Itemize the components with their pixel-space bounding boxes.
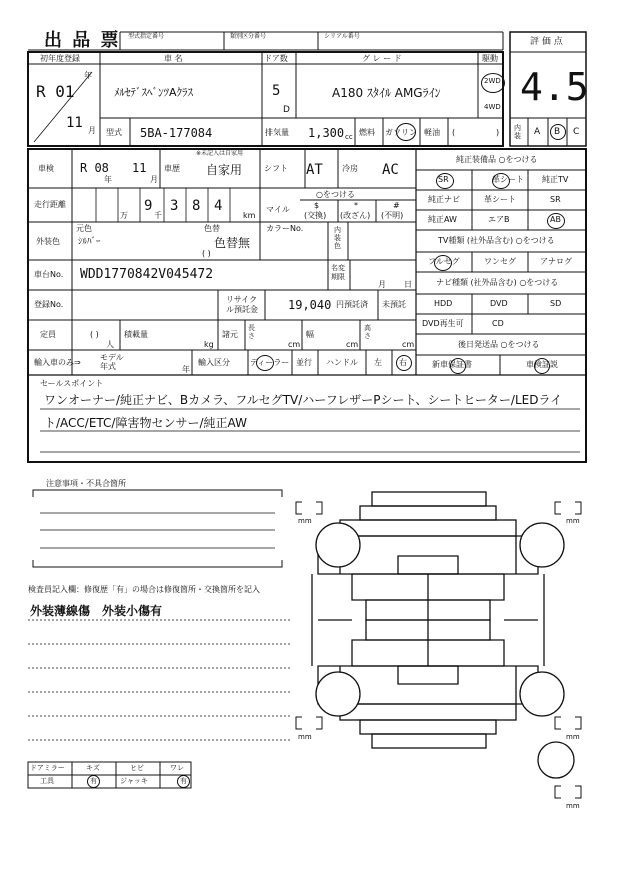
mm-front-right: mm: [566, 517, 580, 525]
item-break: ワレ: [170, 764, 184, 772]
equip-sunroof: SR: [438, 175, 449, 184]
shaken-year-unit: 年: [104, 175, 112, 184]
category-number-label: 類別区分番号: [230, 33, 267, 40]
first-reg-label: 初年度登録: [40, 54, 80, 63]
mm-spare: mm: [566, 802, 580, 810]
drive-label: 駆動: [482, 54, 498, 63]
usage-value: 自家用: [206, 163, 243, 177]
mile-label: マイル: [266, 205, 290, 214]
later-warranty: 新車保証書: [432, 360, 472, 369]
item-crack: ヒビ: [130, 764, 144, 772]
usage-label: 車歴: [164, 164, 180, 173]
sales-line-2: ト/ACC/ETC/障害物センサー/純正AW: [44, 416, 247, 430]
form-title: 出 品 票: [44, 30, 121, 51]
shaken-value: R 08: [80, 161, 109, 175]
width-label: 幅: [306, 330, 314, 339]
first-reg-year: R 01: [36, 82, 75, 101]
km-unit: km: [243, 211, 256, 220]
month-unit: 月: [88, 126, 96, 135]
equip-leather: 革シート: [492, 175, 524, 184]
item-jack-yes: 有: [180, 777, 187, 785]
dvd-play: DVD再生可: [422, 319, 464, 328]
warranty-circle: [450, 358, 466, 374]
fuel-label: 燃料: [359, 128, 375, 137]
jack-yes-circle: [177, 775, 190, 788]
hash: #: [393, 201, 400, 210]
length-label: 長さ: [248, 324, 255, 340]
light-oil: 軽油: [424, 128, 440, 137]
height-cm: cm: [402, 340, 415, 349]
tampered: (改ざん): [340, 211, 371, 220]
ac-label: 冷房: [342, 164, 358, 173]
notes-label: 注意事項・不具合箇所: [46, 479, 126, 488]
serial-number-label: シリアル番号: [324, 33, 360, 40]
later-header: 後日発送品 ○をつける: [458, 340, 540, 349]
item-tool-yes: 有: [90, 777, 97, 785]
color-label: 外装色: [36, 237, 60, 246]
not-deposited: 未預託: [382, 300, 406, 309]
capacity-paren: ( ): [90, 330, 99, 339]
mileage-digit-4: 4: [214, 198, 223, 214]
shaken-month: 11: [132, 161, 147, 175]
mileage-digit-1: 9: [144, 198, 153, 214]
item-mirror: ドアミラー: [30, 764, 65, 772]
equip-sr: SR: [550, 195, 561, 204]
import-label: 輸入車のみ⇒: [34, 358, 81, 367]
vin-value: WDD1770842V045472: [80, 267, 214, 282]
interior-label: 内装: [514, 124, 521, 140]
shift-label: シフト: [264, 164, 288, 173]
grade-value: A180 ｽﾀｲﾙ AMGﾗｲﾝ: [332, 86, 441, 100]
item-scratch: キズ: [86, 764, 100, 772]
navi-type-header: ナビ種類 (社外品含む) ○をつける: [436, 278, 559, 287]
equip-header: 純正装備品 ○をつける: [456, 155, 538, 164]
doors-label: ドア数: [264, 54, 288, 63]
recycle-value: 19,040: [288, 298, 332, 312]
star: *: [354, 201, 358, 210]
equip-ab: AB: [550, 215, 561, 224]
item-jack: ジャッキ: [120, 777, 148, 785]
expiry-day: 日: [404, 280, 412, 289]
tool-yes-circle: [87, 775, 100, 788]
orig-color-label: 元色: [76, 224, 92, 233]
sen-unit: 千: [154, 211, 162, 220]
equip-tv: 純正TV: [542, 175, 569, 184]
sunroof-circle: [436, 173, 454, 189]
interior-b: B: [554, 127, 561, 137]
tv-analog: アナログ: [540, 257, 572, 266]
dealer: ディーラー: [250, 358, 290, 367]
drive-4wd: 4WD: [484, 103, 501, 111]
equip-leather-seat: 革シート: [484, 195, 516, 204]
expiry-label: 名変期限: [331, 264, 345, 281]
inspector-label: 検査員記入欄：修復歴「有」の場合は修復箇所・交換箇所を記入: [28, 585, 260, 594]
mm-rear-left: mm: [298, 733, 312, 741]
shaken-label: 車検: [38, 164, 54, 173]
leather-circle: [492, 173, 510, 189]
dealer-circle: [256, 355, 274, 371]
score-value: 4.5: [520, 65, 589, 109]
handle-label: ハンドル: [326, 358, 358, 367]
parallel: 並行: [296, 358, 312, 367]
later-manual: 車検証説: [526, 360, 558, 369]
width-cm: cm: [346, 340, 359, 349]
paren-close: ): [496, 128, 500, 137]
tv-type-header: TV種類 (社外品含む) ○をつける: [438, 236, 555, 245]
model-year-unit: 年: [182, 365, 190, 374]
mm-front-left: mm: [298, 517, 312, 525]
color-code-label: 色替: [204, 224, 220, 233]
interior-c: C: [573, 127, 580, 137]
interior-color-label: 内装色: [334, 226, 341, 250]
equip-airbag: エアB: [488, 215, 510, 224]
year-unit: 年: [84, 71, 92, 80]
import-type-label: 輸入区分: [198, 358, 230, 367]
fullseg-circle: [434, 255, 452, 271]
shift-value: AT: [306, 162, 323, 178]
drive-2wd: 2WD: [484, 77, 501, 85]
ac-value: AC: [382, 162, 399, 178]
model-value: 5BA-177084: [140, 126, 213, 140]
sales-label: セールスポイント: [40, 379, 104, 388]
unknown: (不明): [381, 211, 404, 220]
sales-line-1: ワンオーナー/純正ナビ、Bカメラ、フルセグTV/ハーフレザーPシート、シートヒーター/LEDライ: [44, 393, 563, 407]
inspector-note: 外装薄線傷 外装小傷有: [30, 604, 163, 618]
model-label: 型式: [106, 128, 122, 137]
fuel-circle: [396, 123, 416, 141]
usage-note: ※未記入は自家用: [196, 150, 244, 157]
door-type: D: [283, 105, 290, 115]
paren-open: (: [452, 128, 456, 137]
displacement-label: 排気量: [265, 128, 289, 137]
recycle-label: リサイクル預託金: [226, 295, 258, 314]
score-label: 評 価 点: [530, 37, 563, 47]
equip-aw: 純正AW: [428, 215, 457, 224]
interior-b-circle: [550, 124, 566, 140]
height-label: 高さ: [364, 324, 371, 340]
circle-note: ○をつける: [316, 190, 355, 199]
model-year-label: モデル年式: [100, 353, 124, 371]
first-reg-month: 11: [66, 115, 83, 131]
mm-rear-right: mm: [566, 733, 580, 741]
handle-right: 右: [399, 358, 407, 367]
item-tool: 工具: [40, 777, 54, 785]
tv-oneseg: ワンセグ: [484, 257, 516, 266]
mileage-label: 走行距離: [34, 200, 66, 209]
doors-value: 5: [272, 83, 281, 99]
car-diagram: [312, 492, 574, 778]
recycle-unit: 円預託済: [336, 300, 368, 309]
fuel-value: ガソリン: [385, 128, 417, 137]
car-name-value: ﾒﾙｾﾃﾞｽﾍﾞﾝﾂAｸﾗｽ: [114, 86, 194, 99]
exchange: (交換): [304, 211, 327, 220]
length-cm: cm: [288, 340, 301, 349]
expiry-month: 月: [378, 280, 386, 289]
color-no-label: カラーNo.: [266, 224, 304, 233]
man-unit: 万: [120, 211, 128, 220]
cc-unit: cc: [345, 133, 353, 141]
mileage-digit-2: 3: [170, 198, 179, 214]
handle-left: 左: [374, 358, 382, 367]
handle-right-circle: [396, 355, 412, 371]
navi-dvd: DVD: [490, 299, 508, 308]
interior-a: A: [534, 127, 541, 137]
dollar: $: [314, 201, 320, 210]
capacity-label: 定員: [40, 330, 56, 339]
person-unit: 人: [106, 340, 114, 349]
ab-circle: [547, 213, 565, 229]
equip-navi: 純正ナビ: [428, 195, 460, 204]
mileage-digit-3: 8: [192, 198, 201, 214]
dims-label: 諸元: [222, 330, 238, 339]
kg-unit: kg: [204, 340, 214, 349]
type-designation-label: 型式指定番号: [128, 33, 165, 40]
navi-sd: SD: [550, 299, 562, 308]
vin-label: 車台No.: [34, 270, 64, 279]
load-label: 積載量: [124, 330, 148, 339]
orig-color-value: ｼﾙﾊﾞｰ: [78, 237, 101, 247]
color-change-value: 色替無: [214, 236, 251, 250]
grade-label: グ レ ー ド: [362, 54, 402, 63]
shaken-month-unit: 月: [150, 175, 158, 184]
displacement-value: 1,300: [308, 126, 345, 140]
car-name-label: 車 名: [164, 54, 183, 63]
paren-l: ( ): [202, 249, 211, 258]
navi-cd: CD: [492, 319, 504, 328]
navi-hdd: HDD: [434, 299, 453, 308]
tv-fullseg: フルセグ: [428, 257, 460, 266]
reg-label: 登録No.: [34, 300, 64, 309]
manual-circle: [534, 358, 550, 374]
